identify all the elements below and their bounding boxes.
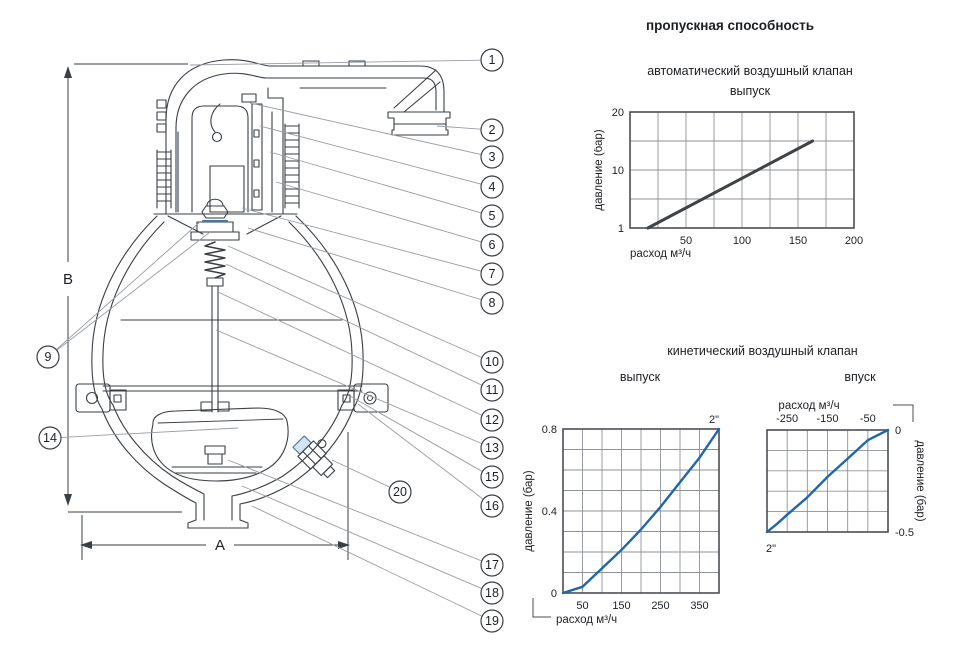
leader-line xyxy=(242,486,481,588)
callout-number-20: 20 xyxy=(393,485,407,500)
dimension-b-label: B xyxy=(62,271,74,288)
automatic-outlet-chart xyxy=(594,105,894,273)
x-tick-label: 350 xyxy=(690,600,709,612)
callout-number-17: 17 xyxy=(485,558,499,573)
axis-connector-line xyxy=(533,598,551,617)
leader-line xyxy=(350,396,482,471)
kinetic-outlet-chart xyxy=(520,412,746,634)
callout-number-9: 9 xyxy=(44,350,52,365)
callout-number-19: 19 xyxy=(485,614,499,629)
size-label: 2" xyxy=(708,414,719,426)
leader-line xyxy=(252,506,482,616)
x-tick-label: 50 xyxy=(576,600,589,612)
kinetic-inlet-subtitle: впуск xyxy=(844,370,876,384)
callout-number-6: 6 xyxy=(488,238,496,253)
kinetic-inlet-chart xyxy=(745,396,960,558)
dimension-a-label: A xyxy=(214,537,226,554)
kinetic-outlet-svg xyxy=(520,412,746,634)
leader-line xyxy=(57,232,210,350)
y-axis-label: давление (бар) xyxy=(594,129,605,211)
y-tick-label: 0.4 xyxy=(541,506,557,518)
kinetic-outlet-subtitle: выпуск xyxy=(619,370,661,384)
x-axis-label: расход м³/ч xyxy=(556,614,618,626)
callout-number-12: 12 xyxy=(485,413,499,428)
leader-line xyxy=(226,264,482,385)
automatic-valve-subtitle: выпуск xyxy=(729,84,771,98)
automatic-outlet-svg xyxy=(594,105,894,273)
kinetic-inlet-svg xyxy=(745,396,960,558)
x-axis-label: расход м³/ч xyxy=(630,248,692,260)
panel-title: пропускная способность xyxy=(646,18,814,33)
callout-number-4: 4 xyxy=(488,180,496,195)
series-curve xyxy=(648,141,813,228)
x-tick-label: -50 xyxy=(859,413,876,425)
callout-number-14: 14 xyxy=(43,431,57,446)
y-axis-label: давление (бар) xyxy=(523,470,535,552)
callout-number-8: 8 xyxy=(488,296,496,311)
callout-number-13: 13 xyxy=(485,441,499,456)
callout-number-3: 3 xyxy=(488,150,496,165)
leader-line xyxy=(190,60,481,65)
callout-number-10: 10 xyxy=(485,355,499,370)
leader-line xyxy=(248,228,481,300)
callout-number-5: 5 xyxy=(488,209,496,224)
leader-line xyxy=(437,126,481,129)
y-axis-label: давление (бар) xyxy=(914,440,926,522)
leader-line xyxy=(228,246,481,357)
x-tick-label: -150 xyxy=(816,413,839,425)
leader-line xyxy=(276,182,481,242)
leader-line xyxy=(332,460,390,487)
leader-line xyxy=(61,428,238,437)
callout-number-18: 18 xyxy=(485,586,499,601)
x-tick-label: 150 xyxy=(612,600,631,612)
y-tick-label: 20 xyxy=(611,107,624,119)
callout-number-1: 1 xyxy=(488,53,496,68)
y-tick-label: 0 xyxy=(550,588,557,600)
callout-number-2: 2 xyxy=(488,123,496,138)
callout-number-15: 15 xyxy=(485,470,499,485)
leader-line xyxy=(216,330,481,443)
leader-line xyxy=(228,460,481,561)
y-tick-label: 0.8 xyxy=(541,424,557,436)
x-tick-label: 50 xyxy=(679,235,693,247)
axis-connector-line xyxy=(893,405,913,422)
automatic-valve-title: автоматический воздушный клапан xyxy=(647,64,853,78)
x-axis-label: расход м³/ч xyxy=(778,400,840,412)
leader-line xyxy=(242,208,481,271)
arrowhead-up-icon xyxy=(64,66,72,78)
x-tick-label: 250 xyxy=(651,600,670,612)
arrowhead-down-icon xyxy=(64,494,72,506)
x-tick-label: 100 xyxy=(732,235,752,247)
valve-outline-group xyxy=(76,60,450,528)
size-label: 2" xyxy=(766,543,777,555)
x-tick-label: 150 xyxy=(788,235,808,247)
kinetic-valve-title: кинетический воздушный клапан xyxy=(667,344,858,358)
callout-number-11: 11 xyxy=(485,383,499,398)
leader-line xyxy=(57,222,200,349)
y-tick-label: 0 xyxy=(895,425,902,437)
y-tick-label: 1 xyxy=(617,223,624,235)
leader-line xyxy=(358,404,483,499)
callout-number-16: 16 xyxy=(485,499,499,514)
x-tick-label: -250 xyxy=(776,413,799,425)
leader-line xyxy=(270,152,481,213)
y-tick-label: -0.5 xyxy=(895,527,914,539)
callout-number-7: 7 xyxy=(488,267,496,282)
y-tick-label: 10 xyxy=(611,165,624,177)
x-tick-label: 200 xyxy=(844,235,864,247)
